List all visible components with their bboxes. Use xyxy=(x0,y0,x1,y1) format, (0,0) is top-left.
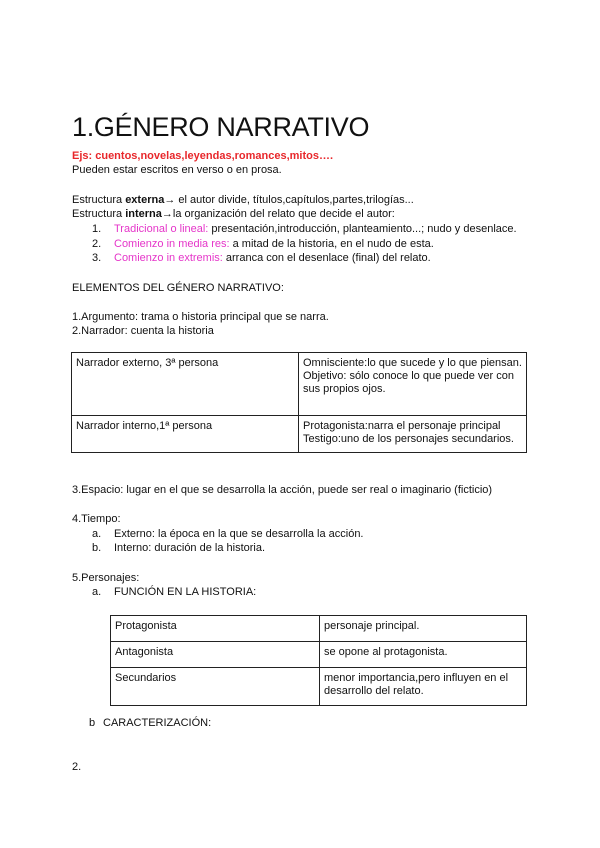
personajes-table xyxy=(110,615,527,706)
espacio-line: 3.Espacio: lugar en el que se desarrolla la acción, puede ser real o imaginario (ficticio) xyxy=(72,484,493,496)
final-number: 2. xyxy=(72,761,82,773)
list-item-number: a. xyxy=(92,528,102,540)
estructura-interna-bold: interna xyxy=(125,208,162,220)
argumento-line: 1.Argumento: trama o historia principal que se narra. xyxy=(72,311,329,323)
page-title: 1.GÉNERO NARRATIVO xyxy=(72,112,370,142)
estructura-externa-bold: externa xyxy=(125,194,165,206)
list-item xyxy=(92,237,434,251)
table-cell xyxy=(299,353,527,416)
list-item xyxy=(89,716,211,730)
list-item xyxy=(92,251,431,265)
table-cell: Antagonista xyxy=(111,642,320,668)
table-row xyxy=(72,353,527,416)
table-cell: se opone al protagonista. xyxy=(320,642,527,668)
table-cell: Protagonista xyxy=(111,616,320,642)
list-item-label: Comienzo in media res: xyxy=(114,238,230,250)
list-item xyxy=(92,585,256,599)
table-cell: menor importancia,pero influyen en el desarrollo del relato. xyxy=(320,668,527,706)
estructura-interna-rest: →la organización del relato que decide el autor: xyxy=(161,208,395,220)
list-item-text: FUNCIÓN EN LA HISTORIA: xyxy=(114,586,257,598)
section-heading: ELEMENTOS DEL GÉNERO NARRATIVO: xyxy=(72,282,284,294)
table-row xyxy=(72,416,527,453)
list-item-number: b xyxy=(89,717,96,729)
cell-line: Omnisciente:lo que sucede y lo que piensan. xyxy=(303,357,522,369)
table-cell: Secundarios xyxy=(111,668,320,706)
verse-prose-line: Pueden estar escritos en verso o en prosa. xyxy=(72,164,282,176)
table-cell: Narrador interno,1ª persona xyxy=(72,416,299,453)
list-item xyxy=(92,222,517,236)
estructura-interna xyxy=(72,207,395,221)
table-row xyxy=(111,642,527,668)
list-item xyxy=(92,541,265,555)
list-item-number: a. xyxy=(92,586,102,598)
personajes-line: 5.Personajes: xyxy=(72,572,140,584)
table-cell xyxy=(299,416,527,453)
estructura-externa-prefix: Estructura xyxy=(72,194,126,206)
estructura-externa-rest: → el autor divide, títulos,capítulos,partes,trilogías... xyxy=(164,194,414,206)
table-cell: personaje principal. xyxy=(320,616,527,642)
examples-line: Ejs: cuentos,novelas,leyendas,romances,mitos…. xyxy=(72,150,334,162)
list-item-number: 3. xyxy=(92,252,102,264)
estructura-interna-prefix: Estructura xyxy=(72,208,126,220)
list-item-number: 1. xyxy=(92,223,102,235)
cell-line: Protagonista:narra el personaje principal xyxy=(303,420,501,432)
list-item-text: CARACTERIZACIÓN: xyxy=(103,717,212,729)
table-cell: Narrador externo, 3ª persona xyxy=(72,353,299,416)
narrador-table xyxy=(71,352,527,453)
list-item-text: Interno: duración de la historia. xyxy=(114,542,266,554)
list-item-number: b. xyxy=(92,542,102,554)
estructura-externa xyxy=(72,193,414,207)
tiempo-line: 4.Tiempo: xyxy=(72,513,121,525)
list-item-text: arranca con el desenlace (final) del relato. xyxy=(222,252,431,264)
list-item-label: Tradicional o lineal: xyxy=(114,223,209,235)
list-item-text: Externo: la época en la que se desarrolla la acción. xyxy=(114,528,364,540)
list-item-label: Comienzo in extremis: xyxy=(114,252,223,264)
list-item xyxy=(92,527,364,541)
table-row xyxy=(111,616,527,642)
list-item-text: a mitad de la historia, en el nudo de esta. xyxy=(229,238,434,250)
table-row xyxy=(111,668,527,706)
list-item-text: presentación,introducción, planteamiento...; nudo y desenlace. xyxy=(208,223,517,235)
cell-line: Testigo:uno de los personajes secundarios. xyxy=(303,433,514,445)
narrador-line: 2.Narrador: cuenta la historia xyxy=(72,325,214,337)
cell-line: Objetivo: sólo conoce lo que puede ver con sus propios ojos. xyxy=(303,370,514,395)
list-item-number: 2. xyxy=(92,238,102,250)
